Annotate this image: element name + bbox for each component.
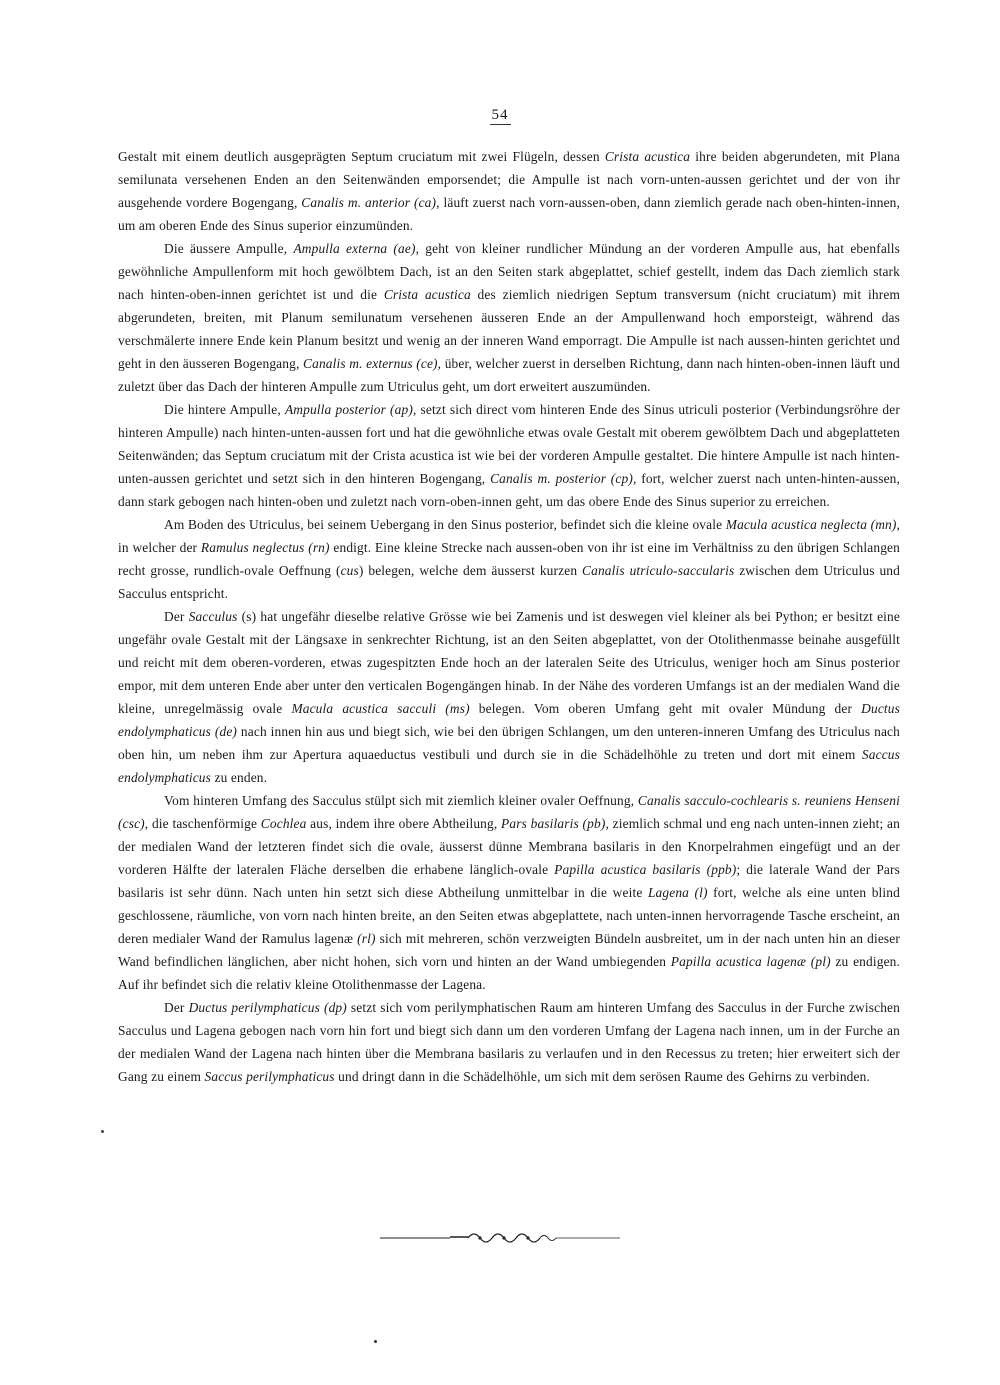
text-run: zu endigen. Auf ihr befindet sich die relativ kleine Otolithenmasse der Lagena. [118, 954, 901, 992]
margin-mark [101, 1130, 104, 1133]
text-run: , über, welcher zuerst in derselben Richtung, dann nach hinten-oben-innen läuft und zuletzt über das Dach der hinteren Ampulle zum Utriculus geht, um dort erweitert auszumünden. [118, 356, 900, 394]
italic-term: Macula acustica neglecta (mn) [725, 517, 897, 532]
paragraph [118, 789, 900, 996]
italic-term: Macula acustica sacculi (ms) [291, 701, 470, 716]
italic-term: Ramulus neglectus (rn) [200, 540, 330, 555]
text-run: , geht von kleiner rundlicher Mündung an der vorderen Ampulle aus, hat ebenfalls gewöhnliche Ampullenform mit hoch gewölbtem Dach, ist an den Seiten stark abgeplattet, schief gestellt, indem das Dach ziemlich stark nach hinten-oben-innen gerichtet ist und die [118, 241, 901, 302]
text-run: Der [164, 609, 189, 624]
paragraph [118, 605, 900, 789]
text-run: ; die laterale Wand der Pars basilaris ist sehr dünn. Nach unten hin setzt sich diese Abtheilung unmittelbar in die weite [118, 862, 900, 900]
text-run: , setzt sich direct vom hinteren Ende des Sinus utriculi posterior (Verbindungsröhre der hinteren Ampulle) nach hinten-unten-aussen fort und hat die gewöhnliche etwas ovale Gestalt mit oberem gewölbtem Dach und abgeplatteten Seitenwänden; das Septum cruciatum mit der Crista acustica ist wie bei der vorderen Ampulle gestaltet. Die hintere Ampulle ist nach hinten-unten-aussen gerichtet und setzt sich in den hinteren Bogengang, [118, 402, 900, 486]
italic-term: Canalis m. anterior (ca) [301, 195, 437, 210]
text-run: ) belegen, welche dem äusserst kurzen [358, 563, 583, 578]
text-run: , ziemlich schmal und eng nach unten-innen zieht; an der medialen Wand der letzteren findet sich die ovale, äusserst dünne Membrana basilaris in den Knorpelrahmen eingefügt und an der vorderen Hälfte der lateralen Fläche derselben die erhabene länglich-ovale [118, 816, 900, 877]
italic-term: Ampulla posterior (ap) [284, 402, 413, 417]
text-run: des ziemlich niedrigen Septum transversum (nicht cruciatum) mit ihrem abgerundeten, breiten, mit Planum semilunatum versehenen äusseren Ende an der Ampullenwand hoch emporsteigt, während das verschmälerte innere Ende kein Planum besitzt und wenig an der inneren Wand emporragt. Die Ampulle ist nach aussen-hinten gerichtet und geht in den äusseren Bogengang, [118, 287, 901, 371]
italic-term: Papilla acustica lagenæ (pl) [670, 954, 831, 969]
page-number-text: 54 [491, 107, 509, 123]
paragraph [118, 513, 900, 605]
text-run: Die hintere Ampulle, [164, 402, 285, 417]
italic-term: Canalis sacculo-cochlearis s. reuniens Henseni (csc) [118, 793, 900, 831]
text-run: nach innen hin aus und biegt sich, wie bei den übrigen Schlangen, um den unteren-inneren Umfang des Utriculus nach oben hin, um neben ihm zur Apertura aquaeductus vestibuli und durch sie in die Schädelhöhle zu treten und dort mit einem [118, 724, 900, 762]
text-run: zwischen dem Utriculus und Sacculus entspricht. [118, 563, 900, 601]
stray-mark [374, 1340, 377, 1343]
italic-term: Pars basilaris (pb) [501, 816, 606, 831]
italic-term: (rl) [357, 931, 376, 946]
italic-term: Ductus perilymphaticus (dp) [188, 1000, 347, 1015]
text-run: Die äussere Ampulle, [164, 241, 294, 256]
paragraph [118, 398, 900, 513]
italic-term: Crista acustica [383, 287, 471, 302]
paragraph [118, 996, 900, 1088]
text-run: fort, welche als eine unten blind geschlossene, räumliche, von vorn nach hinten breite, an den Seiten etwas abgeplattete, nach unten-innen hervorragende Tasche erscheint, an deren medialer Wand der Ramulus lagenæ [118, 885, 900, 946]
italic-term: Canalis m. externus (ce) [303, 356, 438, 371]
paragraph [118, 145, 900, 237]
text-run: setzt sich vom perilymphatischen Raum am hinteren Umfang des Sacculus in der Furche zwischen Sacculus und Lagena gebogen nach vorn hin fort und biegt sich dann um den vorderen Umfang der Lagena nach innen, um in der Furche an der medialen Wand der Lagena nach hinten über die Membrana basilaris zu verlaufen und in den Recessus zu treten; hier erweitert sich der Gang zu einem [118, 1000, 900, 1084]
page-number [0, 107, 1000, 124]
italic-term: cus [340, 563, 359, 578]
text-run: ihre beiden abgerundeten, mit Plana semilunata versehenen Enden an den Seitenwänden emporsendet; die Ampulle ist nach vorn-unten-aussen gerichtet und der von ihr ausgehende vordere Bogengang, [118, 149, 900, 210]
italic-term: Papilla acustica basilaris (ppb) [554, 862, 737, 877]
text-run: sich mit mehreren, schön verzweigten Bündeln ausbreitet, um in der nach unten hin an dieser Wand befindlichen länglichen, aber nicht hohen, sich vorn und hinten an der Wand umbiegenden [118, 931, 901, 969]
text-run: belegen. Vom oberen Umfang geht mit ovaler Mündung der [469, 701, 862, 716]
italic-term: Saccus perilymphaticus [204, 1069, 335, 1084]
text-run: endigt. Eine kleine Strecke nach aussen-oben von ihr ist eine im Verhältniss zu den übrigen Schlangen recht grosse, rundlich-ovale Oeffnung ( [118, 540, 900, 578]
italic-term: Saccus endolymphaticus [118, 747, 900, 785]
text-run: Der [164, 1000, 189, 1015]
italic-term: Ampulla externa (ae) [293, 241, 416, 256]
italic-term: Ductus endolymphaticus (de) [118, 701, 900, 739]
text-run: , in welcher der [118, 517, 900, 555]
text-run: Vom hinteren Umfang des Sacculus stülpt sich mit ziemlich kleiner ovaler Oeffnung, [164, 793, 638, 808]
body-text [118, 145, 900, 1088]
italic-term: Sacculus [188, 609, 238, 624]
italic-term: Lagena (l) [647, 885, 708, 900]
text-run: , die taschenförmige [144, 816, 261, 831]
text-run: (s) hat ungefähr dieselbe relative Grösse wie bei Zamenis und ist deswegen viel kleiner als bei Python; er besitzt eine ungefähr ovale Gestalt mit der Längsaxe in senkrechter Richtung, ist an den Seiten abgeplattet, von der Otolithenmasse beinahe ausgefüllt und reicht mit dem oberen-vorderen, etwas zugespitzten Ende hoch an der lateralen Seite des Utriculus, weniger hoch am Sinus posterior empor, mit dem unteren Ende aber unter den verticalen Bogengängen hinab. In der Nähe des vorderen Umfangs ist an der medialen Wand die kleine, unregelmässig ovale [118, 609, 900, 716]
text-run: , läuft zuerst nach vorn-aussen-oben, dann ziemlich gerade nach oben-hinten-innen, um am oberen Ende des Sinus superior einzumünden. [118, 195, 901, 233]
text-run: Am Boden des Utriculus, bei seinem Uebergang in den Sinus posterior, befindet sich die kleine ovale [164, 517, 726, 532]
italic-term: Cochlea [260, 816, 307, 831]
text-run: zu enden. [211, 770, 268, 785]
paragraph [118, 237, 900, 398]
text-run: Gestalt mit einem deutlich ausgeprägten Septum cruciatum mit zwei Flügeln, dessen [118, 149, 605, 164]
text-run: und dringt dann in die Schädelhöhle, um sich mit dem serösen Raume des Gehirns zu verbinden. [334, 1069, 870, 1084]
text-run: , fort, welcher zuerst nach unten-hinten-aussen, dann stark gebogen nach hinten-oben und zuletzt nach vorn-oben-innen geht, um das obere Ende des Sinus superior zu erreichen. [118, 471, 901, 509]
decorative-vignette-icon [380, 1228, 620, 1248]
text-run: aus, indem ihre obere Abtheilung, [306, 816, 502, 831]
italic-term: Crista acustica [604, 149, 691, 164]
italic-term: Canalis m. posterior (cp) [490, 471, 633, 486]
italic-term: Canalis utriculo-saccularis [582, 563, 735, 578]
